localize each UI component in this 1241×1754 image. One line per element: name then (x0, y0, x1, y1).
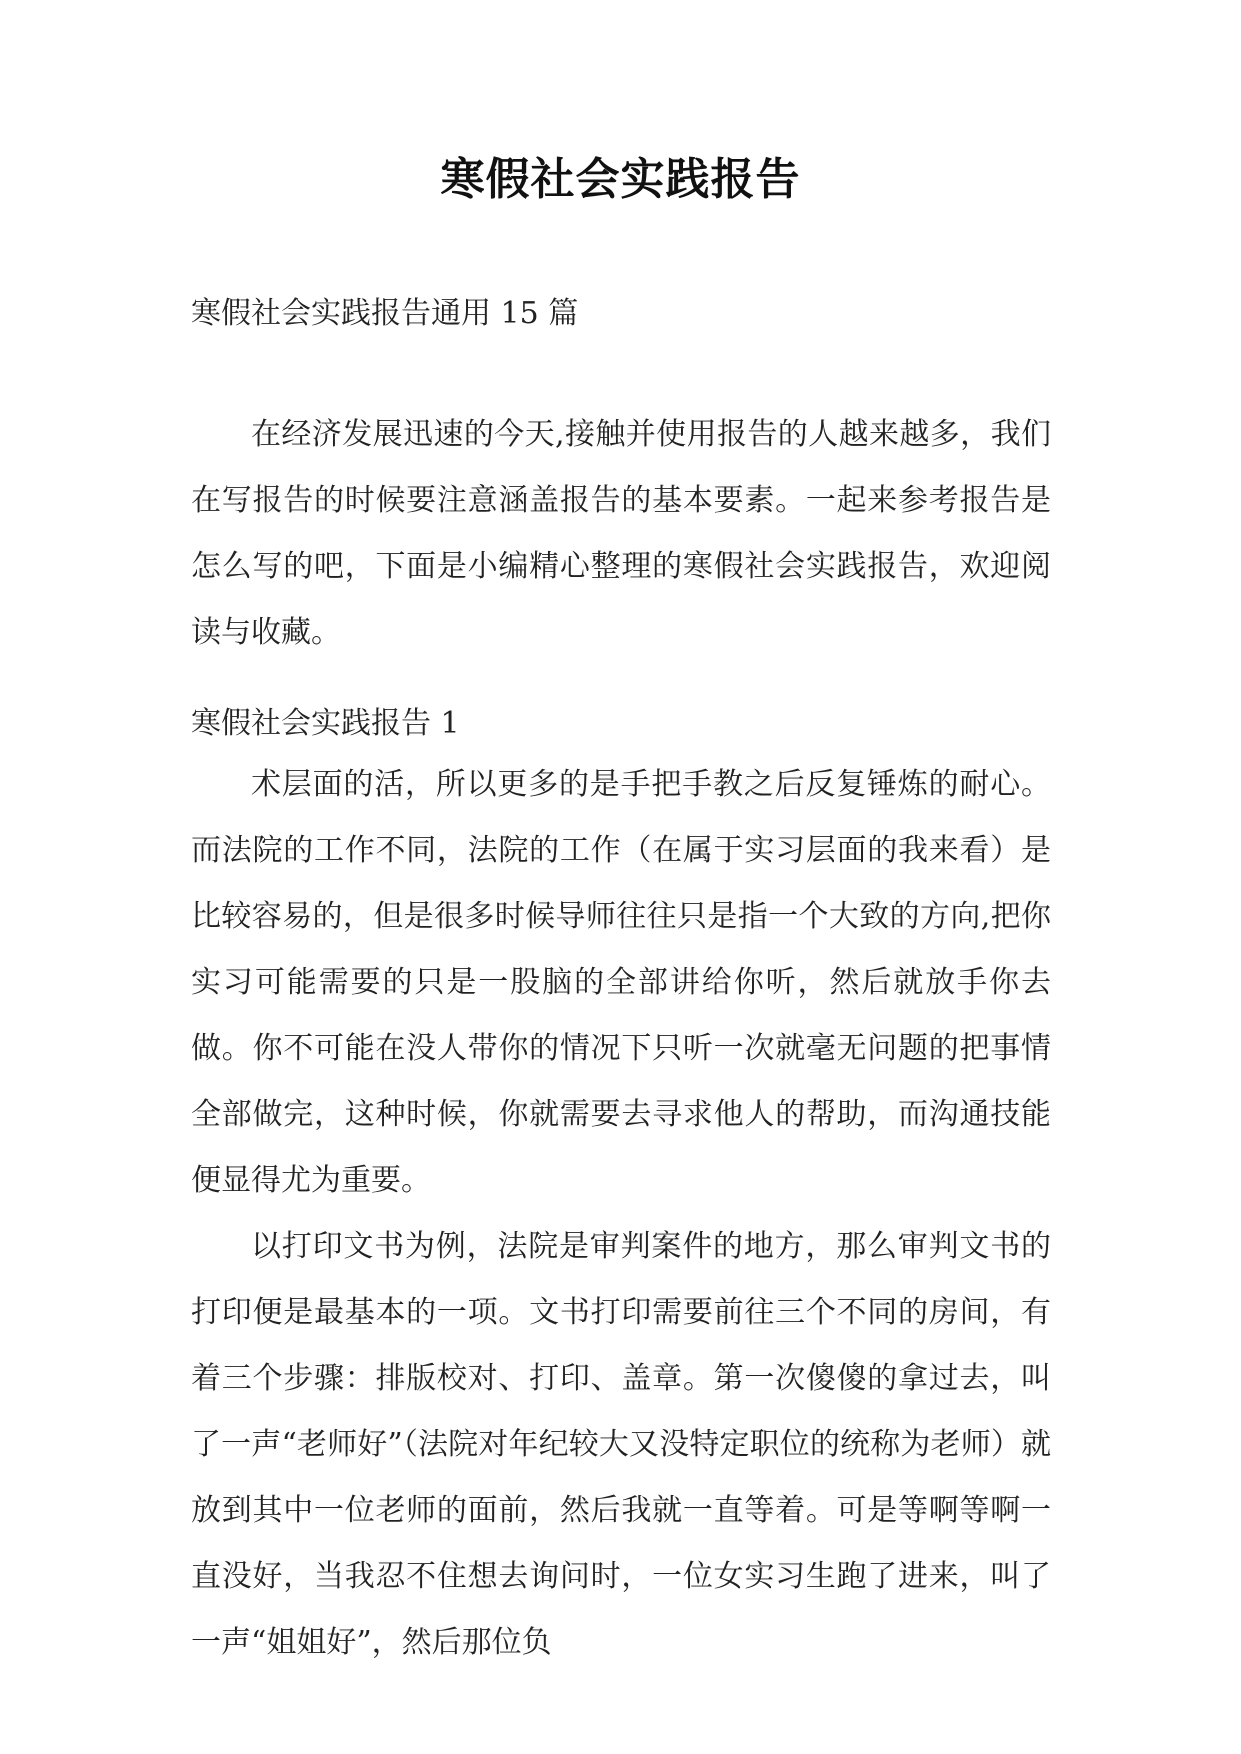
section-heading: 寒假社会实践报告 1 (191, 706, 460, 741)
document-title: 寒假社会实践报告 (440, 154, 801, 205)
body-block (191, 752, 1051, 1676)
body-paragraph-1: 术层面的活，所以更多的是手把手教之后反复锤炼的耐心。而法院的工作不同，法院的工作（在属于实习层面的我来看）是比较容易的，但是很多时候导师往往只是指一个大致的方向,把你实习可能需要的只是一股脑的全部讲给你听，然后就放手你去做。你不可能在没人带你的情况下只听一次就毫无问题的把事情全部做完，这种时候，你就需要去寻求他人的帮助，而沟通技能便显得尤为重要。 (191, 767, 1051, 1198)
document-subtitle: 寒假社会实践报告通用 15 篇 (191, 296, 579, 331)
intro-paragraph: 在经济发展迅速的今天,接触并使用报告的人越来越多，我们在写报告的时候要注意涵盖报告的基本要素。一起来参考报告是怎么写的吧，下面是小编精心整理的寒假社会实践报告，欢迎阅读与收藏。 (191, 417, 1051, 650)
intro-block (191, 402, 1051, 666)
body-paragraph-2: 以打印文书为例，法院是审判案件的地方，那么审判文书的打印便是最基本的一项。文书打印需要前往三个不同的房间，有着三个步骤：排版校对、打印、盖章。第一次傻傻的拿过去，叫了一声“老师好”（法院对年纪较大又没特定职位的统称为老师）就放到其中一位老师的面前，然后我就一直等着。可是等啊等啊一直没好，当我忍不住想去询问时，一位女实习生跑了进来，叫了一声“姐姐好”，然后那位负 (191, 1229, 1051, 1660)
